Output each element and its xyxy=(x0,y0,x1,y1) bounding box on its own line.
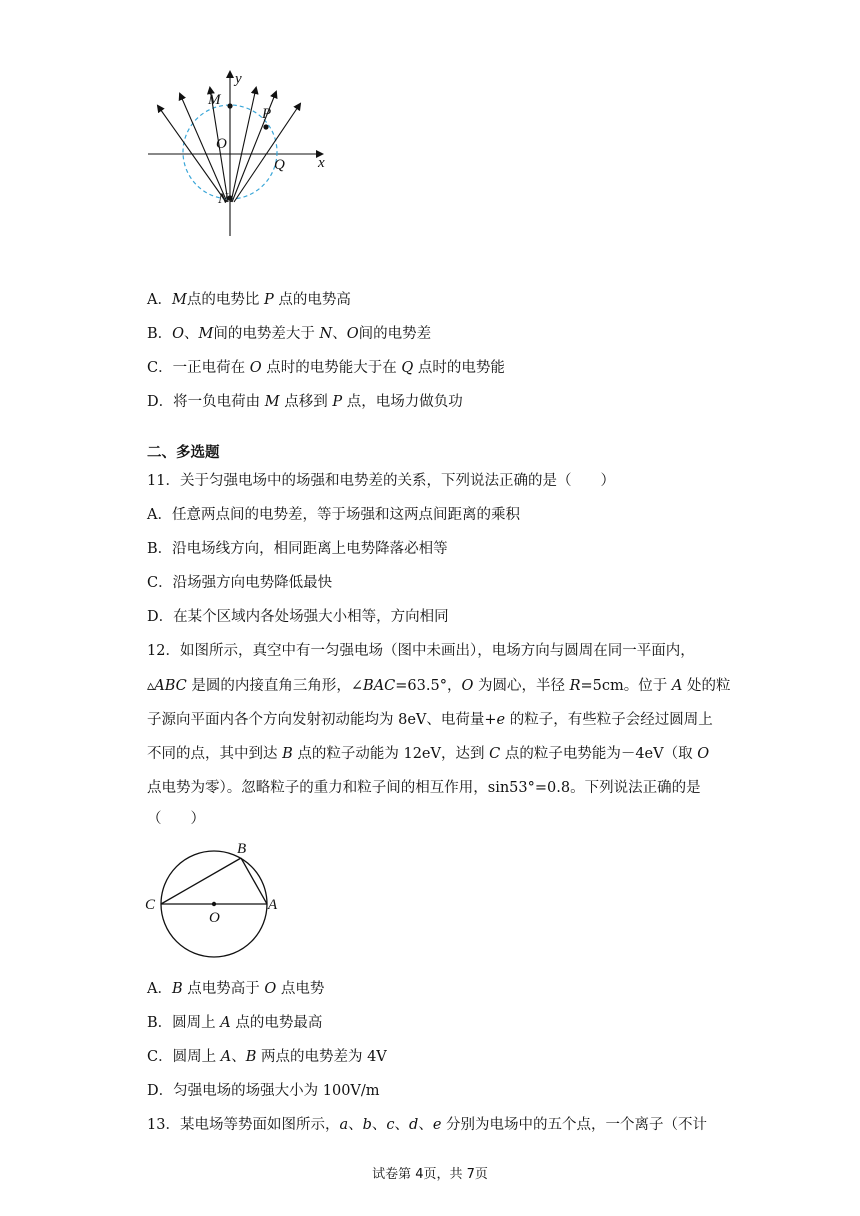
italic-symbol: P xyxy=(263,292,274,308)
italic-symbol: A xyxy=(220,1049,232,1065)
label-C: C xyxy=(145,897,156,913)
italic-symbol: P xyxy=(332,394,343,410)
q10-option-b: B．O、M间的电势差大于 N、O间的电势差 xyxy=(147,326,432,342)
label-N: N xyxy=(218,191,229,207)
italic-symbol: B xyxy=(245,1049,257,1065)
italic-symbol: O xyxy=(172,326,185,342)
q12-option-d: D．匀强电场的场强大小为 100V/m xyxy=(147,1083,380,1099)
q12-option-b: B．圆周上 A 点的电势最高 xyxy=(147,1015,323,1031)
option-letter: D． xyxy=(147,394,174,410)
chord-BA xyxy=(241,858,267,904)
italic-symbol: O xyxy=(697,746,710,762)
italic-symbol: c xyxy=(386,1117,395,1133)
option-letter: B． xyxy=(147,1015,173,1031)
q11-option-a: A．任意两点间的电势差，等于场强和这两点间距离的乘积 xyxy=(147,507,520,523)
option-letter: A． xyxy=(147,292,172,308)
label-A: A xyxy=(268,897,278,913)
italic-symbol: M xyxy=(198,326,214,342)
label-O: O xyxy=(209,910,220,926)
point-M xyxy=(227,103,232,108)
option-letter: A． xyxy=(147,981,172,997)
field-line-figure xyxy=(140,66,340,238)
italic-symbol: d xyxy=(409,1117,419,1133)
q12-stem-line: （ ） xyxy=(147,811,205,827)
q10-option-c: C．一正电荷在 O 点时的电势能大于在 Q 点时的电势能 xyxy=(147,360,505,376)
q12-option-a: A．B 点电势高于 O 点电势 xyxy=(147,981,325,997)
italic-symbol: B xyxy=(282,746,293,762)
q12-stem-line: 不同的点，其中到达 B 点的粒子动能为 12eV，达到 C 点的粒子电势能为－4eV（取 O xyxy=(147,746,710,762)
center-point xyxy=(212,902,216,906)
italic-symbol: N xyxy=(319,326,333,342)
chord-CB xyxy=(161,858,241,904)
q13-stem: 13．某电场等势面如图所示，a、b、c、d、e 分别为电场中的五个点，一个离子（不计 xyxy=(147,1117,708,1133)
q12-stem-line: 12．如图所示，真空中有一匀强电场（图中未画出），电场方向与圆周在同一平面内， xyxy=(147,643,695,659)
italic-symbol: O xyxy=(249,360,262,376)
label-Q: Q xyxy=(274,157,285,173)
option-letter: C． xyxy=(147,1049,173,1065)
circle-triangle-figure xyxy=(140,836,290,960)
label-x: x xyxy=(318,155,325,171)
q12-stem-line: ▵ABC 是圆的内接直角三角形，∠BAC=63.5°，O 为圆心，半径 R=5cm。位于 A 处的粒 xyxy=(147,678,731,694)
italic-symbol: e xyxy=(496,712,506,728)
q11-stem: 11．关于匀强电场中的场强和电势差的关系，下列说法正确的是（ ） xyxy=(147,473,615,489)
option-letter: B． xyxy=(147,326,173,342)
italic-symbol: M xyxy=(264,394,280,410)
italic-symbol: e xyxy=(432,1117,442,1133)
italic-symbol: a xyxy=(339,1117,349,1133)
q10-option-a: A．M点的电势比 P 点的电势高 xyxy=(147,292,351,308)
italic-symbol: Q xyxy=(401,360,414,376)
label-M: M xyxy=(208,92,221,108)
q12-stem-line: 点电势为零）。忽略粒子的重力和粒子间的相互作用，sin53°=0.8。下列说法正确的是 xyxy=(147,780,701,796)
point-P xyxy=(263,124,268,129)
italic-symbol: A xyxy=(220,1015,231,1031)
italic-symbol: M xyxy=(171,292,187,308)
option-letter: C． xyxy=(147,360,173,376)
italic-symbol: R xyxy=(569,678,581,694)
italic-symbol: O xyxy=(346,326,359,342)
label-O: O xyxy=(216,136,227,152)
q12-option-c: C．圆周上 A、B 两点的电势差为 4V xyxy=(147,1049,387,1065)
q10-option-d: D．将一负电荷由 M 点移到 P 点，电场力做负功 xyxy=(147,394,463,410)
page-footer: 试卷第 4页，共 7页 xyxy=(372,1167,488,1182)
q12-stem-line: 子源向平面内各个方向发射初动能均为 8eV、电荷量+e 的粒子，有些粒子会经过圆周上 xyxy=(147,712,713,728)
italic-symbol: B xyxy=(171,981,183,997)
italic-symbol: C xyxy=(489,746,501,762)
label-B: B xyxy=(237,841,247,857)
italic-symbol: b xyxy=(362,1117,372,1133)
q11-option-b: B．沿电场线方向，相同距离上电势降落必相等 xyxy=(147,541,448,557)
italic-symbol: O xyxy=(264,981,277,997)
q11-option-c: C．沿场强方向电势降低最快 xyxy=(147,575,333,591)
point-N xyxy=(227,195,232,200)
italic-symbol: BAC xyxy=(363,678,396,694)
italic-symbol: A xyxy=(671,678,683,694)
italic-symbol: ABC xyxy=(154,678,187,694)
label-y: y xyxy=(235,71,242,87)
label-P: P xyxy=(262,106,272,122)
section-title: 二、多选题 xyxy=(147,445,220,461)
q11-option-d: D．在某个区域内各处场强大小相等，方向相同 xyxy=(147,609,449,625)
option-letter: D． xyxy=(147,1083,174,1099)
italic-symbol: O xyxy=(461,678,474,694)
